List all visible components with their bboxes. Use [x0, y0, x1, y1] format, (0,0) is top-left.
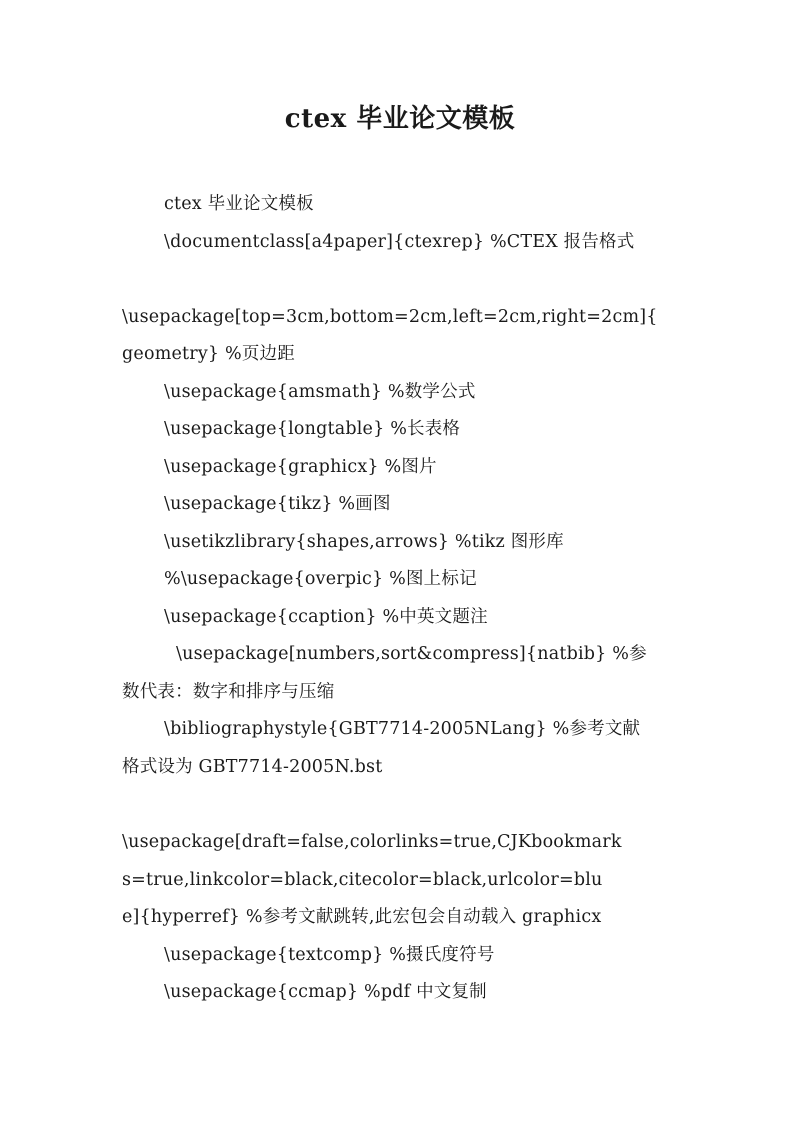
text-line: \usepackage[top=3cm,bottom=2cm,left=2cm,right=2cm]{ [122, 307, 658, 327]
page-title: ctex 毕业论文模板 [284, 104, 516, 134]
text-line: \documentclass[a4paper]{ctexrep} %CTEX 报告格式 [164, 232, 635, 252]
text-line: 数代表：数字和排序与压缩 [122, 682, 335, 702]
text-line: geometry} %页边距 [122, 344, 295, 364]
text-line: e]{hyperref} %参考文献跳转,此宏包会自动载入 graphicx [122, 907, 602, 927]
text-line: s=true,linkcolor=black,citecolor=black,urlcolor=blu [122, 870, 603, 890]
text-line: \usepackage{amsmath} %数学公式 [164, 382, 476, 402]
text-line: \usepackage{tikz} %画图 [164, 494, 391, 514]
text-line: 格式设为 GBT7714-2005N.bst [122, 757, 383, 777]
text-line: \usetikzlibrary{shapes,arrows} %tikz 图形库 [164, 532, 564, 552]
text-line: \bibliographystyle{GBT7714-2005NLang} %参考文献 [164, 719, 641, 739]
text-line: ctex 毕业论文模板 [164, 194, 314, 214]
text-line: \usepackage{longtable} %长表格 [164, 419, 461, 439]
text-line: %\usepackage{overpic} %图上标记 [164, 569, 477, 589]
text-line: \usepackage[numbers,sort&compress]{natbib} %参 [176, 644, 647, 664]
text-line: \usepackage{ccmap} %pdf 中文复制 [164, 982, 487, 1002]
text-line: \usepackage{textcomp} %摄氏度符号 [164, 945, 495, 965]
text-line: \usepackage{graphicx} %图片 [164, 457, 437, 477]
text-line: \usepackage[draft=false,colorlinks=true,CJKbookmark [122, 832, 622, 852]
text-line: \usepackage{ccaption} %中英文题注 [164, 607, 488, 627]
